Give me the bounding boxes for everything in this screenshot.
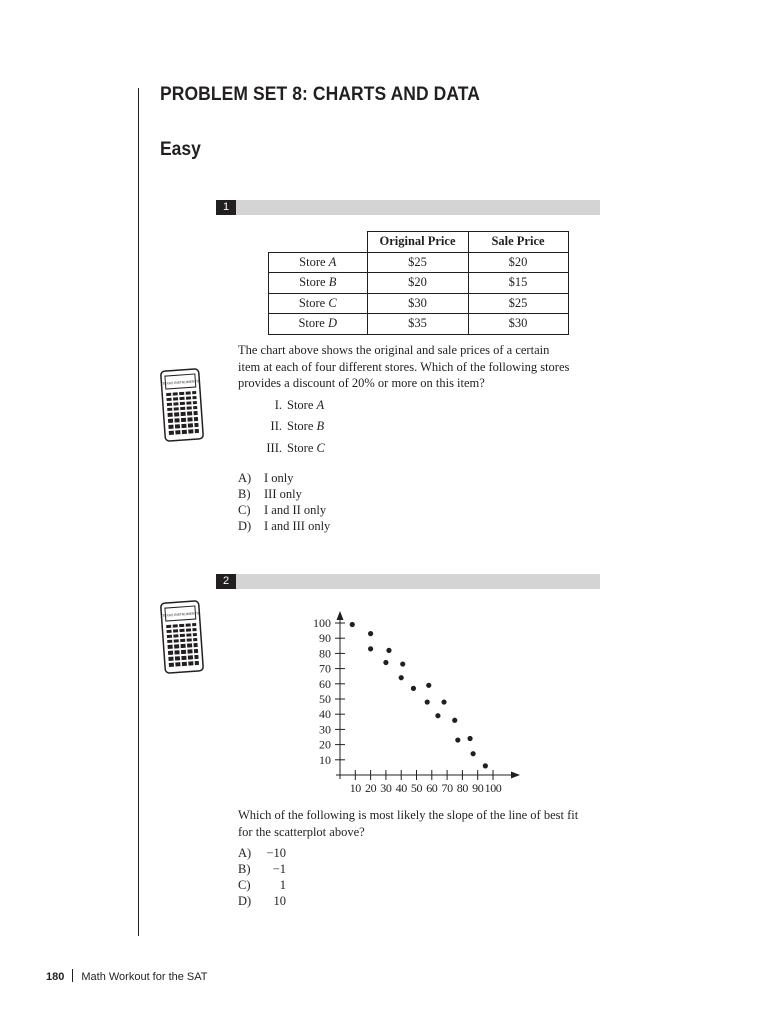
data-point <box>411 686 416 691</box>
y-tick-label: 70 <box>319 661 331 676</box>
x-tick-label: 80 <box>456 781 469 795</box>
table-cell: $35 <box>367 314 468 335</box>
calculator-screen-text: TEXAS INSTRUMENTS <box>162 611 199 618</box>
plot-axes <box>336 611 520 779</box>
data-point <box>455 737 460 742</box>
price-table <box>268 231 569 335</box>
table-cell-store: Store A <box>269 252 368 273</box>
table-cell: $25 <box>367 252 468 273</box>
x-tick-label: 50 <box>410 781 423 795</box>
table-cell-store: Store D <box>269 314 368 335</box>
question-number: 2 <box>216 574 236 589</box>
table-header: Sale Price <box>468 232 568 253</box>
table-row <box>269 252 569 273</box>
data-point <box>368 646 373 651</box>
y-tick-label: 40 <box>319 707 331 722</box>
data-point <box>383 660 388 665</box>
x-tick-label: 40 <box>395 781 407 795</box>
table-header: Original Price <box>367 232 468 253</box>
data-point <box>386 648 391 653</box>
y-tick-label: 50 <box>319 692 331 706</box>
table-cell: $15 <box>468 273 568 294</box>
table-row <box>269 314 569 335</box>
statement-numeral: III. <box>266 441 282 455</box>
prompt-line: Which of the following is most likely the slope of the line of best fit <box>238 808 579 822</box>
statement-numeral: I. <box>274 398 282 412</box>
data-point <box>441 699 446 704</box>
question-2-bar <box>216 574 600 589</box>
data-point <box>368 631 373 636</box>
prompt-line: item at each of four different stores. Which of the following stores <box>238 359 570 374</box>
statement-item: I. Store A <box>258 398 324 413</box>
data-point <box>399 675 404 680</box>
y-axis-arrow <box>337 611 344 620</box>
calculator-icon <box>160 368 204 442</box>
data-point <box>452 718 457 723</box>
table-cell-store: Store C <box>269 293 368 314</box>
table-cell: $25 <box>468 293 568 314</box>
table-row <box>269 273 569 294</box>
question-1-bar <box>216 200 600 215</box>
table-cell: $20 <box>367 273 468 294</box>
question-2-choices <box>238 845 286 909</box>
statement-numeral: II. <box>270 419 282 433</box>
y-tick-label: 90 <box>319 631 331 646</box>
x-tick-label: 60 <box>426 781 438 795</box>
table-row <box>269 293 569 314</box>
answer-choice[interactable]: B) III only <box>238 487 302 501</box>
footer-divider <box>72 969 73 982</box>
prompt-line: The chart above shows the original and sale prices of a certain <box>238 343 550 357</box>
x-axis-arrow <box>511 772 520 779</box>
data-point <box>400 661 405 666</box>
x-tick-label: 100 <box>484 781 502 795</box>
prompt-line: for the scatterplot above? <box>238 824 365 839</box>
y-tick-label: 30 <box>319 722 331 737</box>
answer-choice[interactable]: A) −10 <box>238 846 286 860</box>
margin-rule <box>138 88 139 936</box>
question-1-choices <box>238 470 330 534</box>
data-points <box>350 622 488 769</box>
data-point <box>483 763 488 768</box>
y-tick-label: 20 <box>319 737 331 752</box>
statement-item: II. Store B <box>258 419 324 434</box>
scatterplot <box>300 604 530 800</box>
section-heading: Easy <box>160 139 201 160</box>
table-cell: $20 <box>468 252 568 273</box>
book-title: Math Workout for the SAT <box>81 971 208 983</box>
data-point <box>435 713 440 718</box>
table-header-empty <box>269 232 368 253</box>
calculator-icon <box>160 600 204 674</box>
data-point <box>467 736 472 741</box>
page-title: PROBLEM SET 8: CHARTS AND DATA <box>160 84 480 105</box>
x-tick-label: 20 <box>364 781 377 795</box>
page-footer <box>46 969 208 983</box>
data-point <box>471 751 476 756</box>
answer-choice[interactable]: D) I and III only <box>238 519 331 533</box>
answer-choice[interactable]: A) I only <box>238 471 294 485</box>
answer-choice[interactable]: B) −1 <box>238 862 286 876</box>
statement-item: III. Store C <box>258 441 325 456</box>
answer-choice[interactable]: C) I and II only <box>238 503 327 517</box>
table-cell-store: Store B <box>269 273 368 294</box>
data-point <box>426 683 431 688</box>
x-tick-label: 10 <box>349 781 361 795</box>
x-tick-label: 70 <box>441 781 453 795</box>
question-1-prompt <box>238 342 569 392</box>
calculator-screen-text: TEXAS INSTRUMENTS <box>162 379 199 386</box>
y-tick-label: 10 <box>319 752 331 767</box>
data-point <box>425 699 430 704</box>
y-tick-label: 80 <box>319 646 331 661</box>
question-number: 1 <box>216 200 236 215</box>
answer-choice[interactable]: C) 1 <box>238 878 286 892</box>
y-tick-label: 100 <box>313 616 331 630</box>
data-point <box>350 622 355 627</box>
x-tick-label: 30 <box>380 781 392 795</box>
table-cell: $30 <box>468 314 568 335</box>
page-number: 180 <box>46 971 65 983</box>
question-2-prompt <box>238 807 578 840</box>
y-tick-label: 60 <box>319 676 331 691</box>
x-tick-label: 90 <box>472 781 484 795</box>
answer-choice[interactable]: D) 10 <box>238 894 286 908</box>
prompt-line: provides a discount of 20% or more on this item? <box>238 376 485 390</box>
x-axis-ticks <box>350 770 502 795</box>
table-cell: $30 <box>367 293 468 314</box>
table-header-row <box>269 232 569 253</box>
